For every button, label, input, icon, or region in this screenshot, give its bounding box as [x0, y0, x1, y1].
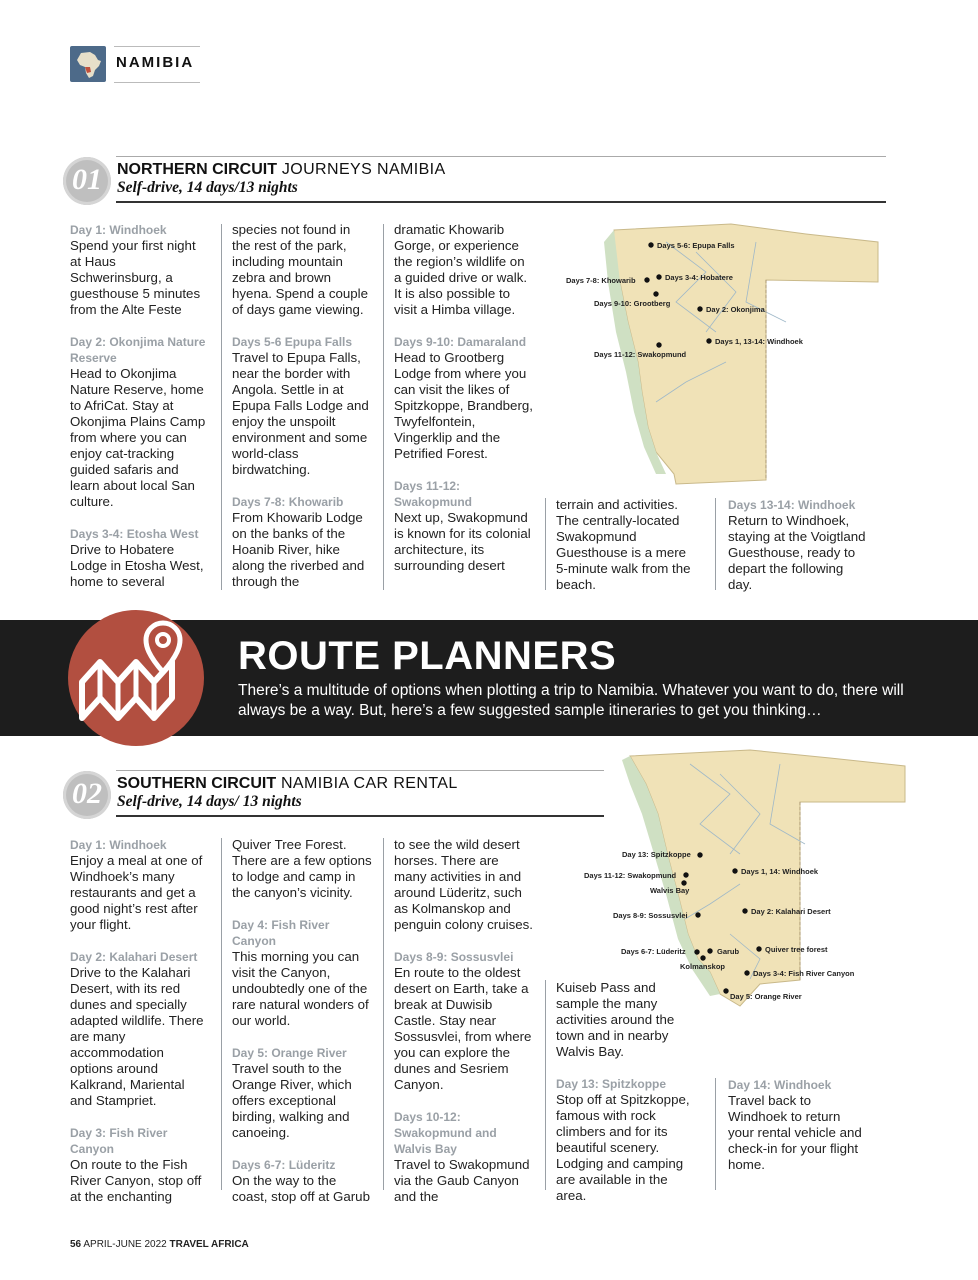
map-point [707, 948, 712, 953]
itinerary-column-5 [728, 1077, 868, 1189]
day-text: Travel south to the Orange River, which offers exceptional birding, walking and canoeing. [232, 1061, 352, 1140]
map-label: Days 7-8: Khowarib [566, 276, 636, 285]
day-text: Kuiseb Pass and sample the many activities around the town and in nearby Walvis Bay. [556, 980, 675, 1059]
map-point [697, 852, 702, 857]
map-point [697, 306, 702, 311]
banner-title: ROUTE PLANNERS [238, 634, 617, 678]
circuit-title-bold: NORTHERN CIRCUIT [117, 161, 277, 178]
column-divider [715, 1078, 716, 1190]
day-text: Spend your first night at Haus Schwerinsburg, a guesthouse 5 minutes from the Alte Feste [70, 238, 201, 317]
map-label: Quiver tree forest [765, 945, 828, 954]
itinerary-entry [232, 494, 372, 590]
itinerary-entry [232, 222, 372, 318]
day-text: Drive to Hobatere Lodge in Etosha West, home to several [70, 542, 204, 589]
page-footer [70, 1239, 249, 1250]
map-point [683, 872, 688, 877]
day-text: Enjoy a meal at one of Windhoek’s many restaurants and get a good night’s rest after your flight. [70, 853, 203, 932]
day-label: Days 5-6 Epupa Falls [232, 335, 353, 349]
column-divider [715, 498, 716, 590]
map-label: Day 2: Kalahari Desert [751, 907, 831, 916]
day-text: On the way to the coast, stop off at Garub [232, 1173, 370, 1204]
map-label: Days 6-7: Lüderitz [621, 947, 686, 956]
map-label: Days 5-6: Epupa Falls [657, 241, 735, 250]
map-point [756, 946, 761, 951]
itinerary-entry [556, 1076, 696, 1204]
column-divider [221, 224, 222, 590]
day-label: Day 5: Orange River [232, 1046, 347, 1060]
itinerary-column-4 [556, 497, 696, 609]
itinerary-entry [232, 1045, 372, 1141]
map-point [732, 868, 737, 873]
map-label: Days 3-4: Fish River Canyon [753, 969, 855, 978]
circuit-title [117, 775, 458, 793]
day-label: Days 9-10: Damaraland [394, 335, 527, 349]
map-label: Days 3-4: Hobatere [665, 273, 733, 282]
map-point [700, 955, 705, 960]
circuit-number-badge: 02 [63, 771, 111, 819]
map-label: Day 13: Spitzkoppe [622, 850, 691, 859]
day-text: Travel back to Windhoek to return your rental vehicle and check-in for your flight home. [728, 1093, 862, 1172]
itinerary-entry [394, 334, 534, 462]
header-rule-top [114, 46, 200, 47]
day-text: Next up, Swakopmund is known for its colonial architecture, its surrounding desert [394, 510, 531, 573]
southern-route-map [560, 744, 910, 1014]
circuit-title-bold: SOUTHERN CIRCUIT [117, 775, 277, 792]
northern-route-map [556, 212, 886, 492]
itinerary-entry [728, 497, 868, 593]
itinerary-column-5 [728, 497, 868, 609]
day-label: Days 7-8: Khowarib [232, 495, 344, 509]
itinerary-entry [394, 478, 534, 574]
day-label: Day 3: Fish River Canyon [70, 1126, 168, 1156]
day-text: Travel to Epupa Falls, near the border with Angola. Settle in at Epupa Falls Lodge and enjoy the unspoilt environment and some world-class birdwatching. [232, 350, 369, 477]
column-divider [383, 838, 384, 1190]
day-label: Day 14: Windhoek [728, 1078, 832, 1092]
day-label: Day 1: Windhoek [70, 838, 167, 852]
day-text: Return to Windhoek, staying at the Voigtland Guesthouse, ready to depart the following day. [728, 513, 866, 592]
day-text: Head to Okonjima Nature Reserve, home to AfriCat. Stay at Okonjima Plains Camp from where you can enjoy cat-tracking guided safaris and learn about local San culture. [70, 366, 206, 509]
itinerary-entry [70, 837, 210, 933]
day-text: Quiver Tree Forest. There are a few options to lodge and camp in the canyon’s vicinity. [232, 837, 372, 900]
itinerary-entry [556, 497, 696, 593]
section-name: NAMIBIA [116, 54, 195, 71]
day-label: Days 11-12: Swakopmund [394, 479, 473, 509]
map-point [742, 908, 747, 913]
itinerary-entry [70, 526, 210, 590]
itinerary-entry [70, 222, 210, 318]
day-text: terrain and activities. The centrally-located Swakopmund Guesthouse is a mere 5-minute walk from the beach. [556, 497, 691, 592]
banner-text: There’s a multitude of options when plotting a trip to Namibia. Whatever you want to do, there will always be a way. But, here’s a few suggested sample itineraries to get you thinking… [238, 682, 904, 719]
map-point [706, 338, 711, 343]
itinerary-entry [70, 949, 210, 1109]
itinerary-column-3 [394, 837, 534, 1221]
itinerary-entry [728, 1077, 868, 1173]
day-text: This morning you can visit the Canyon, undoubtedly one of the rare natural wonders of our world. [232, 949, 369, 1028]
column-divider [545, 980, 546, 1190]
map-label: Days 1, 14: Windhoek [741, 867, 819, 876]
circuit-rule-top [116, 156, 886, 157]
map-point [694, 949, 699, 954]
map-label: Days 8-9: Sossusvlei [613, 911, 688, 920]
day-text: dramatic Khowarib Gorge, or experience the region’s wildlife on a guided drive or walk. It is also possible to visit a Himba village. [394, 222, 528, 317]
day-label: Day 13: Spitzkoppe [556, 1077, 667, 1091]
itinerary-column-2 [232, 837, 372, 1221]
day-text: Stop off at Spitzkoppe, famous with rock climbers and for its beautiful scenery. Lodging and camping are available in the area. [556, 1092, 690, 1203]
itinerary-column-4 [556, 980, 696, 1220]
circuit-title [117, 161, 446, 179]
page-number: 56 [70, 1239, 82, 1250]
day-text: En route to the oldest desert on Earth, take a break at Duwisib Castle. Stay near Sossusvlei, from where you can explore the dunes and Sesriem Canyon. [394, 965, 532, 1092]
map-pin-icon [68, 610, 204, 746]
header-rule-bottom [114, 82, 200, 83]
day-text: species not found in the rest of the park, including mountain zebra and brown hyena. Spend a couple of days game viewing. [232, 222, 369, 317]
day-text: From Khowarib Lodge on the banks of the Hoanib River, hike along the riverbed and through the [232, 510, 365, 589]
map-point [723, 988, 728, 993]
map-label: Day 2: Okonjima [706, 305, 765, 314]
map-label: Garub [717, 947, 740, 956]
circuit-rule-top [116, 770, 604, 771]
itinerary-column-3 [394, 222, 534, 590]
circuit-subtitle: Self-drive, 14 days/ 13 nights [117, 793, 302, 810]
circuit-title-operator: JOURNEYS NAMIBIA [277, 161, 446, 178]
map-point [695, 912, 700, 917]
itinerary-entry [556, 980, 696, 1060]
itinerary-column-1 [70, 222, 210, 606]
map-point [656, 274, 661, 279]
itinerary-entry [394, 222, 534, 318]
day-text: On route to the Fish River Canyon, stop off at the enchanting [70, 1157, 202, 1204]
itinerary-entry [394, 837, 534, 933]
itinerary-entry [232, 837, 372, 901]
map-point [648, 242, 653, 247]
day-label: Day 2: Okonjima Nature Reserve [70, 335, 206, 365]
column-divider [221, 838, 222, 1190]
day-label: Days 10-12: Swakopmund and Walvis Bay [394, 1110, 497, 1156]
day-text: Travel to Swakopmund via the Gaub Canyon and the [394, 1157, 530, 1204]
africa-map-icon [70, 46, 106, 82]
itinerary-entry [232, 1157, 372, 1205]
day-label: Day 2: Kalahari Desert [70, 950, 198, 964]
map-point [656, 342, 661, 347]
issue-date: APRIL-JUNE 2022 [83, 1239, 167, 1250]
map-point [681, 880, 686, 885]
itinerary-entry [232, 917, 372, 1029]
itinerary-column-2 [232, 222, 372, 606]
magazine-name: TRAVEL AFRICA [169, 1239, 249, 1250]
circuit-rule-bottom [116, 201, 886, 203]
map-label: Days 1, 13-14: Windhoek [715, 337, 803, 346]
map-label: Day 5: Orange River [730, 992, 802, 1001]
itinerary-entry [394, 949, 534, 1093]
map-label: Days 11-12: Swakopmund [594, 350, 687, 359]
map-label: Walvis Bay [650, 886, 690, 895]
itinerary-entry [70, 1125, 210, 1205]
circuit-rule-bottom [116, 815, 604, 817]
map-label: Days 9-10: Grootberg [594, 299, 671, 308]
map-label: Kolmanskop [680, 962, 726, 971]
column-divider [383, 224, 384, 590]
map-point [744, 970, 749, 975]
day-label: Day 1: Windhoek [70, 223, 167, 237]
itinerary-entry [70, 334, 210, 510]
day-label: Days 3-4: Etosha West [70, 527, 199, 541]
day-text: Head to Grootberg Lodge from where you can visit the likes of Spitzkoppe, Brandberg, Twyfelfontein, Vingerklip and the Petrified Forest. [394, 350, 533, 461]
circuit-title-operator: NAMIBIA CAR RENTAL [276, 775, 458, 792]
column-divider [545, 498, 546, 590]
circuit-subtitle: Self-drive, 14 days/13 nights [117, 179, 298, 196]
day-label: Days 6-7: Lüderitz [232, 1158, 336, 1172]
day-label: Days 13-14: Windhoek [728, 498, 856, 512]
day-label: Days 8-9: Sossusvlei [394, 950, 514, 964]
day-label: Day 4: Fish River Canyon [232, 918, 330, 948]
itinerary-column-1 [70, 837, 210, 1221]
map-point [644, 277, 649, 282]
day-text: Drive to the Kalahari Desert, with its red dunes and specially adapted wildlife. There are many accommodation options around Kalkrand, Mariental and Stampriet. [70, 965, 204, 1108]
map-point [653, 291, 658, 296]
map-label: Days 11-12: Swakopmund [584, 871, 677, 880]
circuit-number-badge: 01 [63, 157, 111, 205]
itinerary-entry [394, 1109, 534, 1205]
day-text: to see the wild desert horses. There are many activities in and around Lüderitz, such as Kolmanskop and penguin colony cruises. [394, 837, 533, 932]
itinerary-entry [232, 334, 372, 478]
